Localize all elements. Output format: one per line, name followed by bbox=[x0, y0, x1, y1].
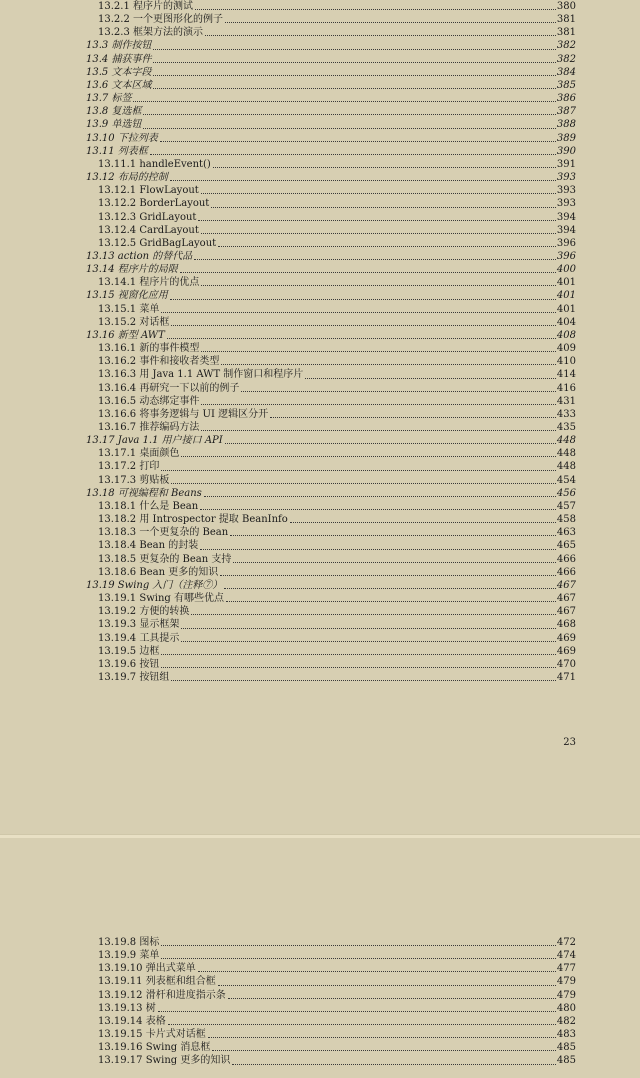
page-number-footer: 23 bbox=[563, 737, 576, 748]
toc-subsection-entry[interactable] bbox=[86, 26, 576, 39]
toc-entry-page-number: 467 bbox=[556, 579, 576, 591]
toc-subsection-entry[interactable] bbox=[86, 671, 576, 684]
toc-subsection-entry[interactable] bbox=[86, 962, 576, 975]
toc-entry-title: 13.16.7 推荐编码方法 bbox=[98, 422, 200, 433]
toc-entry-page-number: 380 bbox=[556, 1, 576, 12]
toc-entry-page-number: 404 bbox=[556, 316, 576, 328]
toc-entry-title: 13.19.2 方便的转换 bbox=[98, 606, 190, 618]
toc-entry-page-number: 391 bbox=[556, 158, 576, 170]
toc-entry-page-number: 448 bbox=[556, 435, 576, 447]
toc-entry-title: 13.5 文本字段 bbox=[86, 66, 152, 78]
toc-subsection-entry[interactable] bbox=[86, 342, 576, 355]
toc-entry-title: 13.16.5 动态绑定事件 bbox=[98, 395, 200, 407]
toc-entry-title: 13.8 复选框 bbox=[86, 106, 142, 118]
dot-leader bbox=[200, 541, 556, 550]
toc-subsection-entry[interactable] bbox=[86, 1041, 576, 1054]
toc-entry-page-number: 456 bbox=[556, 487, 576, 499]
toc-subsection-entry[interactable] bbox=[86, 197, 576, 210]
dot-leader bbox=[221, 356, 556, 365]
toc-section-entry[interactable] bbox=[86, 329, 576, 342]
toc-entry-title: 13.12.3 GridLayout bbox=[98, 211, 197, 223]
dot-leader bbox=[228, 990, 556, 999]
toc-entry-title: 13.16 新型 AWT bbox=[86, 329, 165, 341]
dot-leader bbox=[160, 133, 556, 142]
toc-subsection-entry[interactable] bbox=[86, 237, 576, 250]
toc-entry-title: 13.17.1 桌面颜色 bbox=[98, 448, 180, 460]
dot-leader bbox=[158, 1003, 556, 1012]
toc-subsection-entry[interactable] bbox=[86, 936, 576, 949]
toc-entry-page-number: 381 bbox=[556, 27, 576, 39]
toc-entry-page-number: 384 bbox=[556, 66, 576, 78]
dot-leader bbox=[200, 501, 556, 510]
dot-leader bbox=[233, 554, 556, 563]
toc-entry-page-number: 396 bbox=[556, 237, 576, 249]
toc-entry-page-number: 390 bbox=[556, 145, 576, 157]
toc-subsection-entry[interactable] bbox=[86, 658, 576, 671]
toc-entry-title: 13.10 下拉列表 bbox=[86, 132, 158, 144]
toc-entry-page-number: 401 bbox=[556, 277, 576, 289]
toc-entry-title: 13.17.2 打印 bbox=[98, 461, 160, 473]
toc-section-entry[interactable] bbox=[86, 171, 576, 184]
toc-entry-title: 13.14.1 程序片的优点 bbox=[98, 277, 200, 289]
toc-entry-title: 13.12.4 CardLayout bbox=[98, 224, 199, 236]
toc-section-entry[interactable] bbox=[86, 132, 576, 145]
dot-leader bbox=[230, 527, 556, 536]
dot-leader bbox=[218, 238, 556, 247]
toc-section-entry[interactable] bbox=[86, 105, 576, 118]
toc-subsection-entry[interactable] bbox=[86, 632, 576, 645]
toc-section-entry[interactable] bbox=[86, 434, 576, 447]
dot-leader bbox=[161, 950, 556, 959]
toc-entry-page-number: 470 bbox=[556, 658, 576, 670]
dot-leader bbox=[225, 435, 556, 444]
toc-entry-page-number: 401 bbox=[556, 303, 576, 315]
toc-entry-title: 13.18.3 一个更复杂的 Bean bbox=[98, 527, 229, 539]
dot-leader bbox=[201, 225, 556, 234]
dot-leader bbox=[161, 646, 556, 655]
dot-leader bbox=[191, 606, 556, 615]
toc-entry-title: 13.19.16 Swing 消息框 bbox=[98, 1042, 211, 1054]
toc-entry-title: 13.17.3 剪贴板 bbox=[98, 474, 170, 486]
dot-leader bbox=[170, 172, 556, 181]
dot-leader bbox=[198, 212, 555, 221]
toc-entry-title: 13.9 单选钮 bbox=[86, 119, 142, 131]
toc-subsection-entry[interactable] bbox=[86, 355, 576, 368]
toc-entry-page-number: 477 bbox=[556, 963, 576, 975]
toc-section-entry[interactable] bbox=[86, 145, 576, 158]
dot-leader bbox=[168, 1016, 556, 1025]
table-of-contents bbox=[86, 0, 576, 684]
toc-subsection-entry[interactable] bbox=[86, 395, 576, 408]
toc-subsection-entry[interactable] bbox=[86, 1028, 576, 1041]
dot-leader bbox=[167, 330, 556, 339]
toc-subsection-entry[interactable] bbox=[86, 566, 576, 579]
toc-subsection-entry[interactable] bbox=[86, 224, 576, 237]
toc-subsection-entry[interactable] bbox=[86, 474, 576, 487]
toc-entry-page-number: 410 bbox=[556, 356, 576, 368]
toc-entry-title: 13.13 action 的替代品 bbox=[86, 250, 193, 262]
toc-entry-title: 13.12.5 GridBagLayout bbox=[98, 237, 217, 249]
toc-entry-title: 13.18.1 什么是 Bean bbox=[98, 500, 199, 512]
toc-subsection-entry[interactable] bbox=[86, 158, 576, 171]
toc-entry-page-number: 469 bbox=[556, 645, 576, 657]
toc-subsection-entry[interactable] bbox=[86, 1002, 576, 1015]
toc-entry-title: 13.19.12 滑杆和进度指示条 bbox=[98, 989, 226, 1001]
dot-leader bbox=[270, 409, 556, 418]
toc-entry-title: 13.19.4 工具提示 bbox=[98, 632, 180, 644]
dot-leader bbox=[241, 383, 556, 392]
toc-entry-title: 13.12.2 BorderLayout bbox=[98, 198, 210, 210]
toc-subsection-entry[interactable] bbox=[86, 605, 576, 618]
toc-entry-title: 13.2.3 框架方法的演示 bbox=[98, 27, 203, 39]
toc-entry-title: 13.19 Swing 入门（注释⑦） bbox=[86, 579, 223, 591]
toc-entry-title: 13.17 Java 1.1 用户接口 API bbox=[86, 435, 223, 447]
toc-entry-title: 13.18 可视编程和 Beans bbox=[86, 487, 202, 499]
dot-leader bbox=[161, 462, 556, 471]
dot-leader bbox=[290, 514, 556, 523]
dot-leader bbox=[213, 159, 556, 168]
toc-subsection-entry[interactable] bbox=[86, 303, 576, 316]
toc-entry-title: 13.19.13 树 bbox=[98, 1002, 156, 1014]
dot-leader bbox=[224, 580, 555, 589]
toc-entry-title: 13.2.2 一个更图形化的例子 bbox=[98, 14, 223, 26]
dot-leader bbox=[143, 120, 555, 129]
toc-entry-page-number: 482 bbox=[556, 1015, 576, 1027]
toc-entry-page-number: 467 bbox=[556, 606, 576, 618]
toc-entry-page-number: 457 bbox=[556, 500, 576, 512]
dot-leader bbox=[226, 593, 556, 602]
toc-entry-page-number: 469 bbox=[556, 632, 576, 644]
toc-entry-page-number: 465 bbox=[556, 540, 576, 552]
toc-section-entry[interactable] bbox=[86, 289, 576, 302]
toc-entry-title: 13.19.9 菜单 bbox=[98, 950, 160, 962]
dot-leader bbox=[170, 291, 556, 300]
toc-entry-page-number: 479 bbox=[556, 976, 576, 988]
toc-entry-page-number: 454 bbox=[556, 474, 576, 486]
toc-entry-page-number: 409 bbox=[556, 343, 576, 355]
dot-leader bbox=[161, 304, 556, 313]
dot-leader bbox=[153, 67, 555, 76]
toc-entry-page-number: 472 bbox=[556, 937, 576, 948]
toc-subsection-entry[interactable] bbox=[86, 1054, 576, 1067]
dot-leader bbox=[153, 41, 555, 50]
toc-section-entry[interactable] bbox=[86, 250, 576, 263]
toc-entry-page-number: 468 bbox=[556, 619, 576, 631]
dot-leader bbox=[232, 1056, 556, 1065]
toc-subsection-entry[interactable] bbox=[86, 975, 576, 988]
toc-entry-page-number: 382 bbox=[556, 40, 576, 52]
dot-leader bbox=[180, 264, 556, 273]
toc-entry-title: 13.19.17 Swing 更多的知识 bbox=[98, 1055, 231, 1067]
toc-subsection-entry[interactable] bbox=[86, 276, 576, 289]
toc-entry-page-number: 435 bbox=[556, 422, 576, 433]
toc-entry-page-number: 393 bbox=[556, 172, 576, 184]
toc-entry-page-number: 387 bbox=[556, 106, 576, 118]
toc-entry-page-number: 401 bbox=[556, 290, 576, 302]
toc-entry-title: 13.16.4 再研究一下以前的例子 bbox=[98, 382, 240, 394]
dot-leader bbox=[181, 448, 556, 457]
toc-entry-title: 13.16.1 新的事件模型 bbox=[98, 343, 200, 355]
dot-leader bbox=[143, 106, 555, 115]
toc-entry-page-number: 471 bbox=[556, 671, 576, 683]
dot-leader bbox=[305, 370, 556, 379]
toc-entry-title: 13.11.1 handleEvent() bbox=[98, 158, 211, 170]
dot-leader bbox=[201, 277, 556, 286]
toc-entry-title: 13.18.5 更复杂的 Bean 支持 bbox=[98, 553, 232, 565]
toc-entry-title: 13.7 标签 bbox=[86, 93, 132, 105]
dot-leader bbox=[195, 1, 556, 10]
dot-leader bbox=[201, 396, 556, 405]
dot-leader bbox=[212, 1042, 556, 1051]
toc-entry-title: 13.19.14 表格 bbox=[98, 1015, 166, 1027]
toc-entry-title: 13.19.6 按钮 bbox=[98, 658, 160, 670]
dot-leader bbox=[205, 27, 556, 36]
toc-entry-title: 13.14 程序片的局限 bbox=[86, 264, 178, 276]
dot-leader bbox=[201, 185, 556, 194]
toc-section-entry[interactable] bbox=[86, 487, 576, 500]
toc-entry-page-number: 483 bbox=[556, 1029, 576, 1041]
toc-subsection-entry[interactable] bbox=[86, 553, 576, 566]
toc-section-entry[interactable] bbox=[86, 263, 576, 276]
toc-entry-page-number: 396 bbox=[556, 250, 576, 262]
toc-subsection-entry[interactable] bbox=[86, 539, 576, 552]
toc-entry-title: 13.18.4 Bean 的封装 bbox=[98, 540, 199, 552]
dot-leader bbox=[198, 963, 556, 972]
toc-section-entry[interactable] bbox=[86, 39, 576, 52]
dot-leader bbox=[194, 251, 556, 260]
toc-entry-title: 13.19.8 图标 bbox=[98, 937, 160, 948]
toc-entry-page-number: 393 bbox=[556, 198, 576, 210]
toc-entry-title: 13.12.1 FlowLayout bbox=[98, 185, 199, 197]
toc-subsection-entry[interactable] bbox=[86, 0, 576, 13]
toc-entry-title: 13.6 文本区域 bbox=[86, 79, 152, 91]
dot-leader bbox=[220, 567, 556, 576]
toc-entry-title: 13.19.5 边框 bbox=[98, 645, 160, 657]
toc-entry-title: 13.4 捕获事件 bbox=[86, 53, 152, 65]
table-of-contents-continued bbox=[86, 936, 576, 1068]
toc-entry-page-number: 382 bbox=[556, 53, 576, 65]
dot-leader bbox=[211, 199, 556, 208]
toc-subsection-entry[interactable] bbox=[86, 592, 576, 605]
toc-subsection-entry[interactable] bbox=[86, 421, 576, 434]
toc-entry-page-number: 485 bbox=[556, 1042, 576, 1054]
toc-entry-page-number: 458 bbox=[556, 514, 576, 526]
toc-entry-title: 13.16.2 事件和接收者类型 bbox=[98, 356, 220, 368]
toc-subsection-entry[interactable] bbox=[86, 645, 576, 658]
toc-section-entry[interactable] bbox=[86, 53, 576, 66]
toc-entry-title: 13.15.2 对话框 bbox=[98, 316, 170, 328]
toc-entry-title: 13.18.2 用 Introspector 提取 BeanInfo bbox=[98, 514, 288, 526]
toc-subsection-entry[interactable] bbox=[86, 13, 576, 26]
dot-leader bbox=[208, 1029, 556, 1038]
dot-leader bbox=[204, 488, 556, 497]
toc-entry-title: 13.19.11 列表框和组合框 bbox=[98, 976, 216, 988]
dot-leader bbox=[171, 475, 556, 484]
toc-entry-page-number: 463 bbox=[556, 527, 576, 539]
toc-entry-page-number: 474 bbox=[556, 950, 576, 962]
dot-leader bbox=[161, 937, 556, 946]
toc-entry-page-number: 385 bbox=[556, 79, 576, 91]
toc-entry-page-number: 466 bbox=[556, 566, 576, 578]
toc-entry-page-number: 485 bbox=[556, 1055, 576, 1067]
toc-section-entry[interactable] bbox=[86, 66, 576, 79]
toc-entry-title: 13.19.10 弹出式菜单 bbox=[98, 963, 196, 975]
dot-leader bbox=[181, 633, 556, 642]
dot-leader bbox=[225, 14, 556, 23]
dot-leader bbox=[153, 54, 555, 63]
dot-leader bbox=[171, 672, 556, 681]
toc-entry-page-number: 386 bbox=[556, 93, 576, 105]
dot-leader bbox=[150, 146, 556, 155]
toc-entry-page-number: 393 bbox=[556, 185, 576, 197]
toc-subsection-entry[interactable] bbox=[86, 211, 576, 224]
toc-subsection-entry[interactable] bbox=[86, 1015, 576, 1028]
toc-entry-title: 13.15.1 菜单 bbox=[98, 303, 160, 315]
toc-entry-page-number: 448 bbox=[556, 448, 576, 460]
toc-subsection-entry[interactable] bbox=[86, 526, 576, 539]
toc-entry-page-number: 400 bbox=[556, 264, 576, 276]
toc-entry-page-number: 389 bbox=[556, 132, 576, 144]
toc-section-entry[interactable] bbox=[86, 92, 576, 105]
toc-entry-title: 13.11 列表框 bbox=[86, 145, 148, 157]
dot-leader bbox=[218, 977, 556, 986]
toc-subsection-entry[interactable] bbox=[86, 949, 576, 962]
toc-entry-page-number: 480 bbox=[556, 1002, 576, 1014]
toc-subsection-entry[interactable] bbox=[86, 316, 576, 329]
toc-subsection-entry[interactable] bbox=[86, 500, 576, 513]
toc-entry-page-number: 381 bbox=[556, 14, 576, 26]
toc-entry-title: 13.19.7 按钮组 bbox=[98, 671, 170, 683]
toc-entry-page-number: 433 bbox=[556, 408, 576, 420]
toc-entry-page-number: 408 bbox=[556, 329, 576, 341]
dot-leader bbox=[133, 93, 555, 102]
toc-subsection-entry[interactable] bbox=[86, 368, 576, 381]
toc-entry-title: 13.19.1 Swing 有哪些优点 bbox=[98, 593, 224, 605]
toc-entry-page-number: 416 bbox=[556, 382, 576, 394]
dot-leader bbox=[153, 80, 555, 89]
toc-entry-title: 13.12 布局的控制 bbox=[86, 172, 168, 184]
toc-section-entry[interactable] bbox=[86, 79, 576, 92]
toc-subsection-entry[interactable] bbox=[86, 989, 576, 1002]
dot-leader bbox=[171, 317, 556, 326]
toc-subsection-entry[interactable] bbox=[86, 447, 576, 460]
toc-subsection-entry[interactable] bbox=[86, 184, 576, 197]
toc-entry-page-number: 388 bbox=[556, 119, 576, 131]
toc-entry-page-number: 431 bbox=[556, 395, 576, 407]
toc-entry-title: 13.19.15 卡片式对话框 bbox=[98, 1029, 206, 1041]
toc-entry-title: 13.16.3 用 Java 1.1 AWT 制作窗口和程序片 bbox=[98, 369, 304, 381]
toc-entry-page-number: 467 bbox=[556, 593, 576, 605]
toc-subsection-entry[interactable] bbox=[86, 618, 576, 631]
toc-entry-page-number: 414 bbox=[556, 369, 576, 381]
toc-entry-title: 13.2.1 程序片的测试 bbox=[98, 1, 193, 12]
dot-leader bbox=[161, 659, 556, 668]
toc-entry-page-number: 448 bbox=[556, 461, 576, 473]
toc-subsection-entry[interactable] bbox=[86, 460, 576, 473]
toc-section-entry[interactable] bbox=[86, 579, 576, 592]
toc-entry-page-number: 466 bbox=[556, 553, 576, 565]
toc-entry-page-number: 479 bbox=[556, 989, 576, 1001]
toc-subsection-entry[interactable] bbox=[86, 382, 576, 395]
toc-subsection-entry[interactable] bbox=[86, 513, 576, 526]
dot-leader bbox=[181, 620, 556, 629]
toc-entry-page-number: 394 bbox=[556, 224, 576, 236]
toc-entry-title: 13.3 制作按钮 bbox=[86, 40, 152, 52]
toc-entry-title: 13.15 视窗化应用 bbox=[86, 290, 168, 302]
toc-entry-title: 13.16.6 将事务逻辑与 UI 逻辑区分开 bbox=[98, 408, 269, 420]
toc-entry-title: 13.19.3 显示框架 bbox=[98, 619, 180, 631]
toc-entry-page-number: 394 bbox=[556, 211, 576, 223]
toc-subsection-entry[interactable] bbox=[86, 408, 576, 421]
toc-section-entry[interactable] bbox=[86, 118, 576, 131]
dot-leader bbox=[201, 422, 556, 431]
dot-leader bbox=[201, 343, 556, 352]
toc-entry-title: 13.18.6 Bean 更多的知识 bbox=[98, 566, 219, 578]
